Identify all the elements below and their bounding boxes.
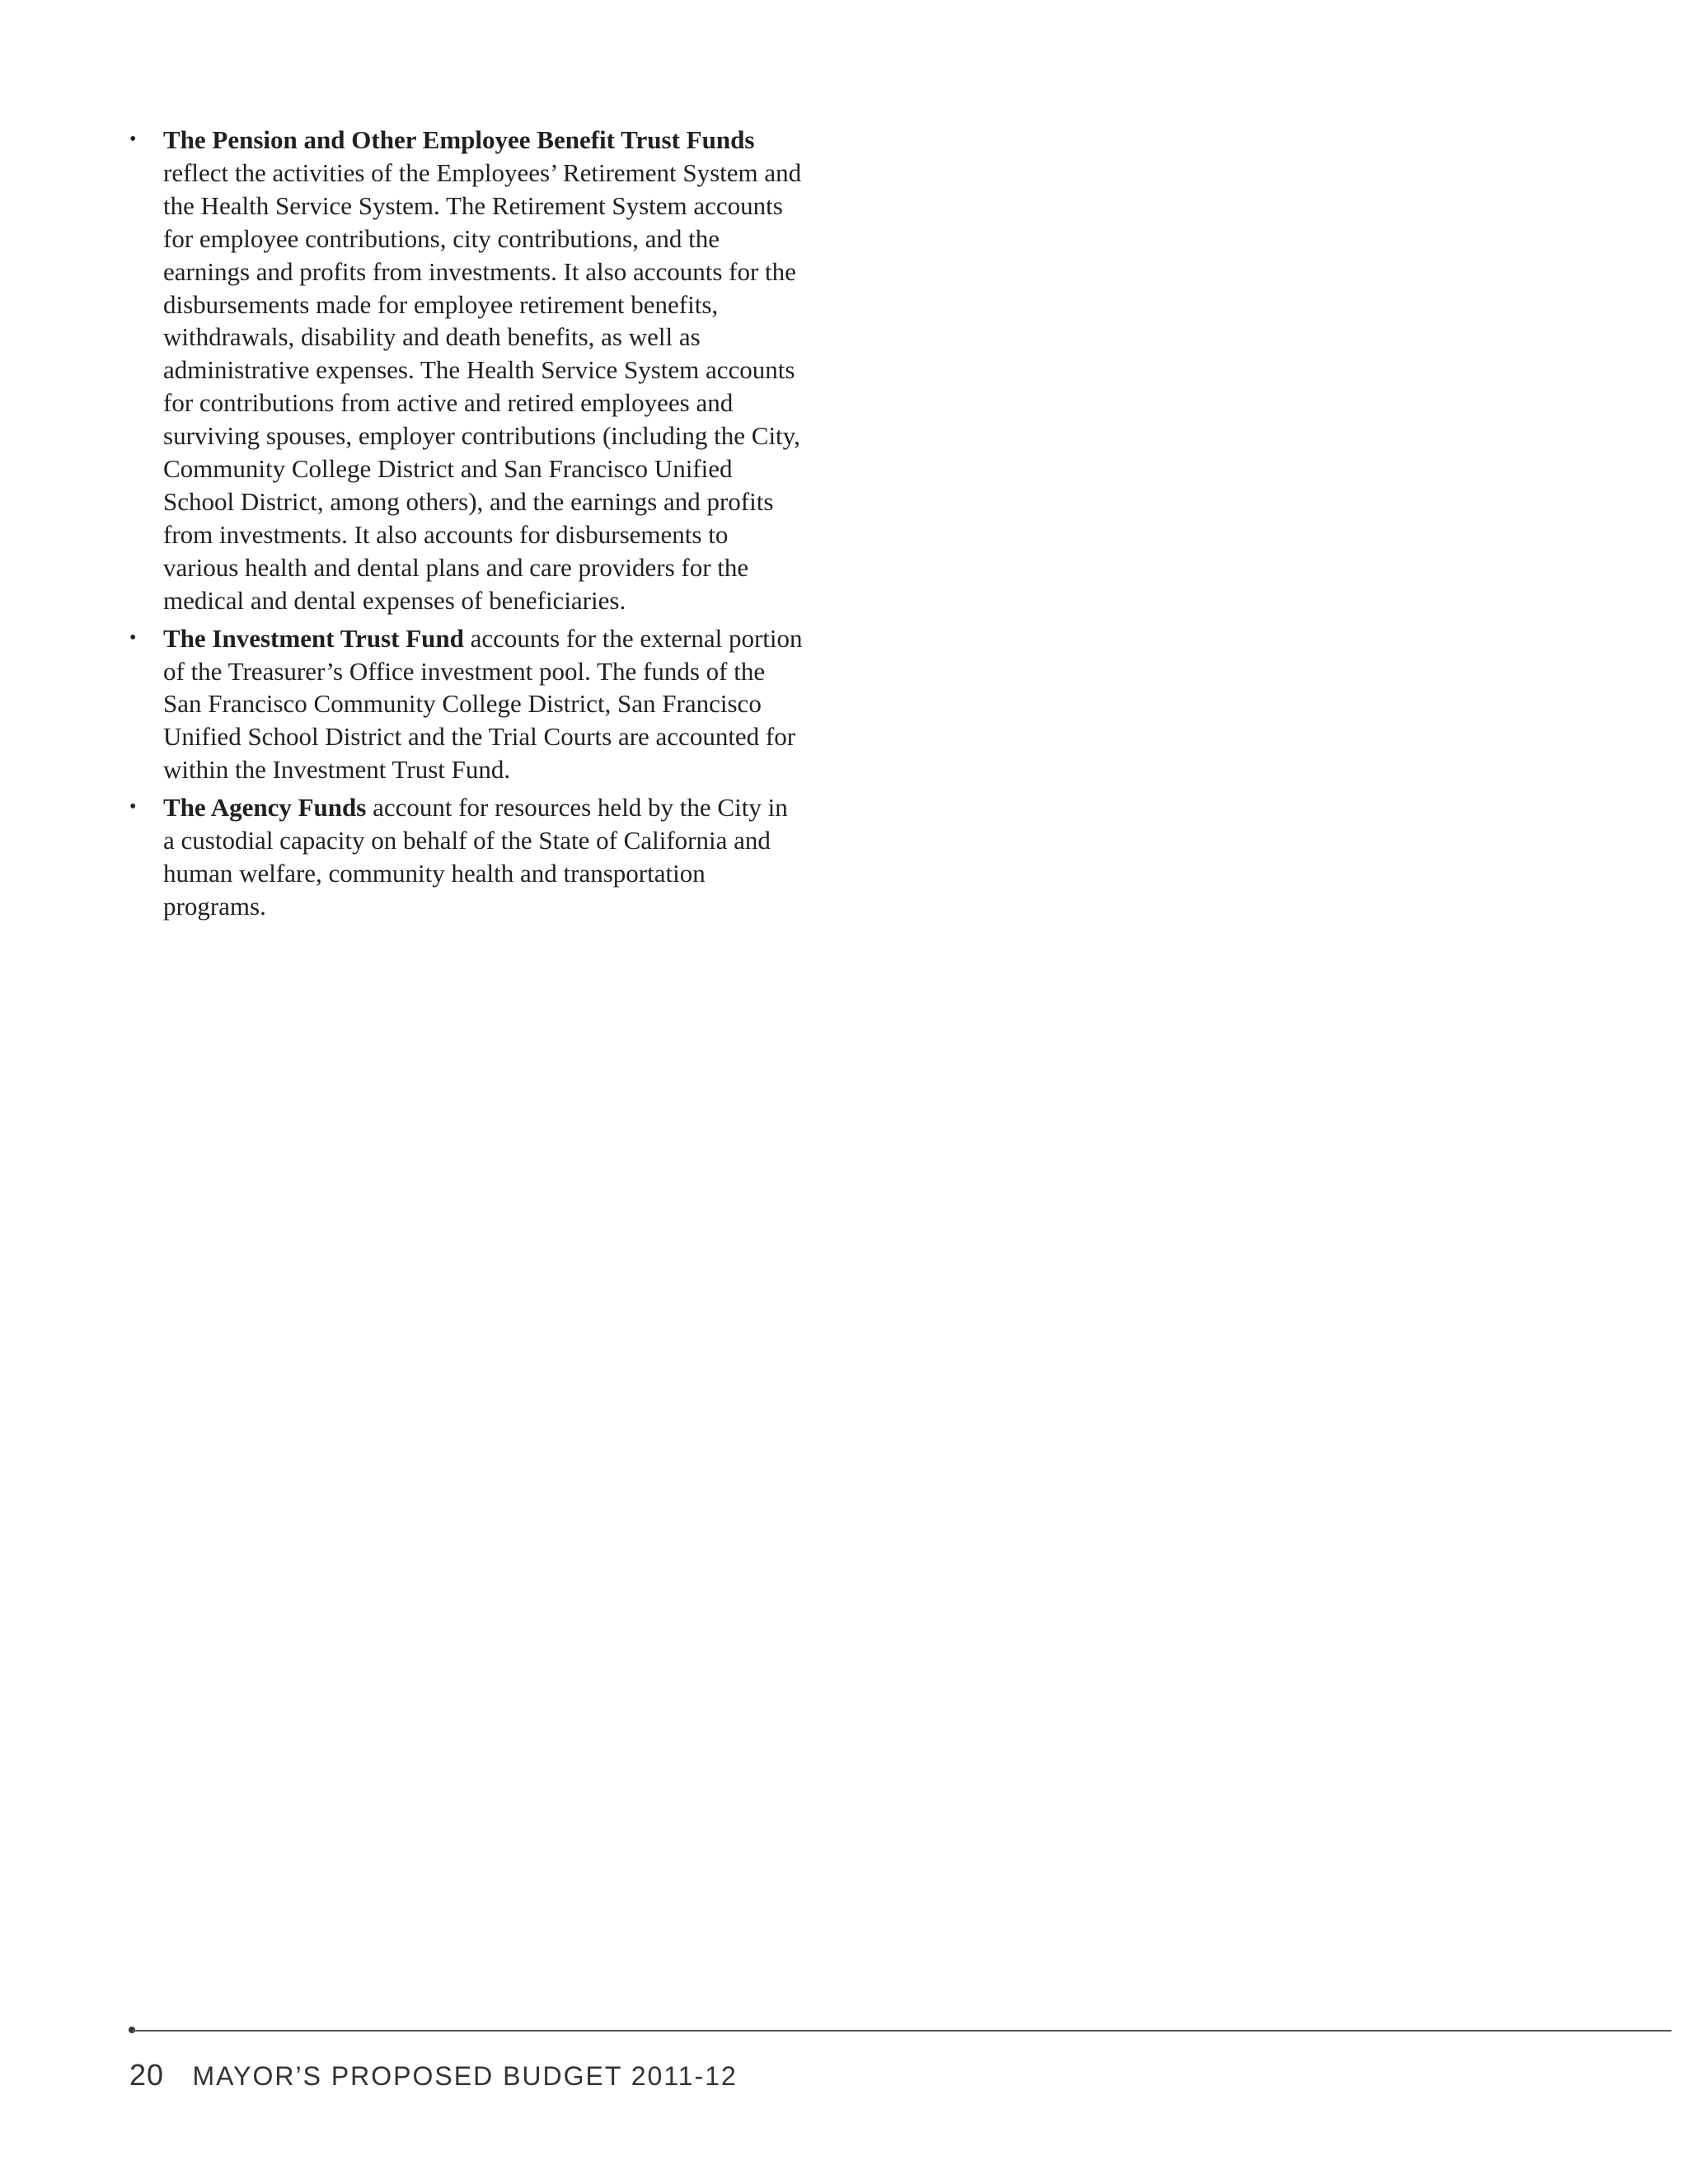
- fund-description-list: [128, 124, 804, 923]
- bullet-marker: •: [129, 129, 137, 150]
- main-content: [128, 124, 804, 928]
- list-item-lead: The Agency Funds: [163, 793, 367, 823]
- page-footer: [129, 2058, 738, 2093]
- list-item-agency-funds: [128, 791, 804, 923]
- list-item-pension-funds: [128, 124, 804, 617]
- page-number: 20: [129, 2058, 165, 2092]
- list-item-investment-trust-fund: [128, 622, 804, 787]
- footer-divider: [132, 2030, 1672, 2032]
- footer-title: MAYOR’S PROPOSED BUDGET 2011-12: [192, 2061, 738, 2091]
- bullet-marker: •: [129, 796, 137, 818]
- list-item-body: account for resources held by the City in a custodial capacity on behalf of the State of California and human welfare, community health and transportation programs.: [163, 793, 788, 921]
- list-item-lead: The Pension and Other Employee Benefit Trust Funds: [163, 125, 755, 154]
- list-item-body: accounts for the external portion of the Treasurer’s Office investment pool. The funds of the San Francisco Community College District, San Francisco Unified School District and the Trial Courts are accounted for within the Investment Trust Fund.: [163, 623, 803, 785]
- bullet-marker: •: [129, 626, 137, 649]
- list-item-lead: The Investment Trust Fund: [163, 623, 464, 653]
- list-item-body: reflect the activities of the Employees’ Retirement System and the Health Service System. The Retirement System accounts for employee contributions, city contributions, and the earnings and profits from investments. It also accounts for the disbursements made for employee retirement benefits, withdrawals, disability and death benefits, as well as administrative expenses. The Health Service System accounts for contributions from active and retired employees and surviving spouses, employer contributions (including the City, Community College District and San Francisco Unified School District, among others), and the earnings and profits from investments. It also accounts for disbursements to various health and dental plans and care providers for the medical and dental expenses of beneficiaries.: [163, 157, 802, 615]
